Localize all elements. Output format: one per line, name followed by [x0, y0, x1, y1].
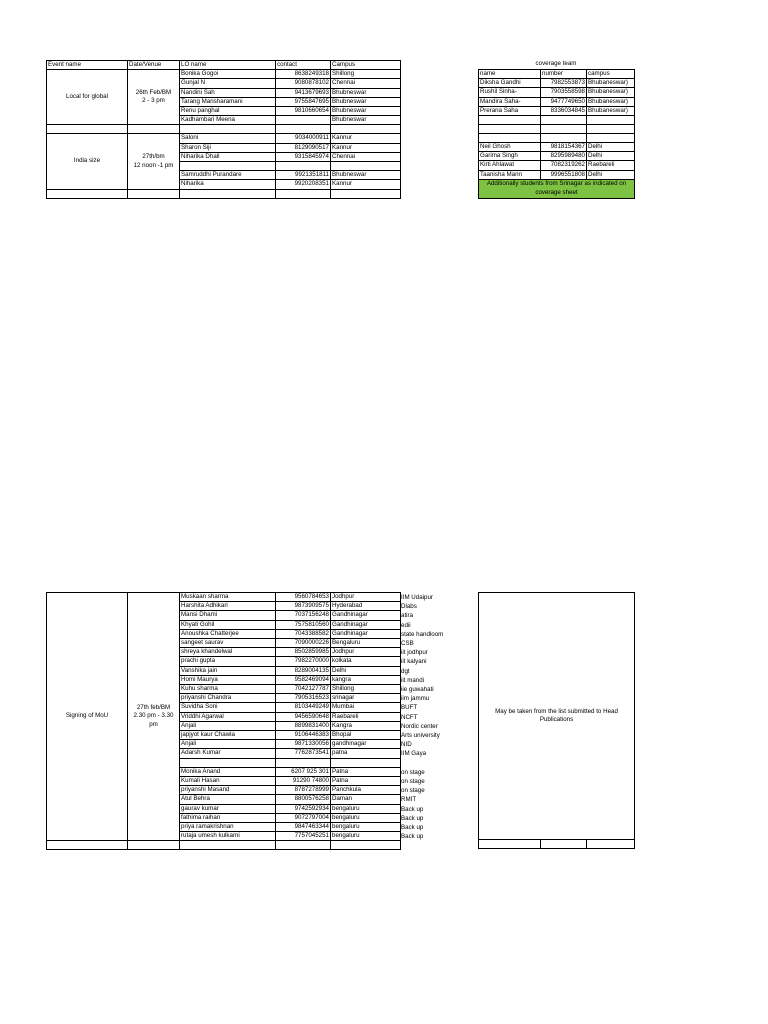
empty-cell	[47, 189, 128, 198]
partner-org: RMIT	[401, 796, 417, 804]
event-name: Local for global	[47, 70, 128, 125]
spacer-row	[479, 125, 635, 134]
lo-name: Saloni	[180, 134, 276, 143]
lo-name: Nandini Sah	[180, 88, 276, 97]
coverage-name: Taanisha Mann	[479, 170, 541, 179]
lo-campus: Mumbai	[331, 703, 401, 712]
lo-campus: Gandhinagar	[331, 611, 401, 620]
empty-cell	[47, 125, 128, 134]
partner-org: Nordic center	[401, 722, 438, 730]
lo-name: Kadhambari Meena	[180, 116, 276, 125]
coverage-name: Neil Ghosh	[479, 143, 541, 152]
lo-campus: Jodhpur	[331, 648, 401, 657]
partner-org: iie guwahati	[401, 686, 434, 694]
column-header: contact	[276, 61, 331, 70]
lo-campus: Patna	[331, 777, 401, 786]
lo-campus	[331, 162, 401, 171]
lo-campus: Bhubneswar	[331, 97, 401, 106]
lo-contact: 7090000226	[276, 639, 331, 648]
lo-campus: patna	[331, 749, 401, 758]
lo-campus: Kannur	[331, 134, 401, 143]
event-name: Signing of MoU	[47, 593, 128, 841]
partner-org: Back up	[401, 833, 424, 841]
column-header: number	[541, 70, 587, 79]
lo-campus: bengaluru	[331, 813, 401, 822]
empty-cell	[128, 125, 180, 134]
empty-cell	[180, 125, 276, 134]
lo-name: sangeet saurav	[180, 639, 276, 648]
lo-name: rutaja umesh kulkarni	[180, 832, 276, 841]
coverage-name: Kirti Ahlawat	[479, 161, 541, 170]
coverage-name: Mandira Saha-	[479, 97, 541, 106]
column-header: campus	[587, 70, 635, 79]
lo-name: Niharika	[180, 180, 276, 189]
lo-name: Khyati Gohil	[180, 620, 276, 629]
lo-campus: Bhubneswar	[331, 116, 401, 125]
partner-org: NCFT	[401, 713, 418, 721]
partner-org: on stage	[401, 768, 425, 776]
empty-cell	[479, 134, 541, 143]
lo-contact	[276, 758, 331, 767]
lo-contact: 8800576258	[276, 795, 331, 804]
coverage-table	[478, 69, 635, 199]
lo-name: Samruddhi Purandare	[180, 171, 276, 180]
empty-cell	[276, 125, 331, 134]
coverage-campus: Delhi	[587, 170, 635, 179]
lo-campus: Hyderabad	[331, 602, 401, 611]
lo-name: priyanshi Masand	[180, 786, 276, 795]
lo-contact: 9920208351	[276, 180, 331, 189]
partner-org: dgt	[401, 667, 410, 675]
coverage-row	[479, 97, 635, 106]
spacer-row	[479, 840, 635, 849]
lo-contact: 8502859985	[276, 648, 331, 657]
lo-name: Adarsh Kumar	[180, 749, 276, 758]
lo-name: shreya khandelwal	[180, 648, 276, 657]
coverage-campus: Bhubaneswar)	[587, 106, 635, 115]
coverage-row	[479, 88, 635, 97]
lo-contact: 9847463344	[276, 823, 331, 832]
empty-cell	[128, 189, 180, 198]
lo-name: Anjali	[180, 740, 276, 749]
lo-campus: Jodhpur	[331, 593, 401, 602]
partner-org: IIM Udaipur	[401, 594, 433, 601]
table-row	[47, 593, 401, 602]
coverage-campus: Delhi	[587, 152, 635, 161]
mou-note-table	[478, 592, 635, 849]
lo-name: japjyot kaur Chawla	[180, 731, 276, 740]
empty-cell	[276, 189, 331, 198]
coverage-row	[479, 152, 635, 161]
empty-cell	[331, 125, 401, 134]
partner-org: Back up	[401, 805, 424, 813]
lo-contact: 7042127787	[276, 685, 331, 694]
lo-contact: 7575810560	[276, 620, 331, 629]
lo-contact: 8129090517	[276, 143, 331, 152]
coverage-number: 8336034845	[541, 106, 587, 115]
lo-name: Kumali Hasan	[180, 777, 276, 786]
lo-name: priya ramakrishnan	[180, 823, 276, 832]
empty-cell	[331, 841, 401, 850]
lo-campus: Delhi	[331, 666, 401, 675]
lo-contact: 7762873541	[276, 749, 331, 758]
partner-org: iit kalyani	[401, 658, 427, 666]
lo-campus: Chennai	[331, 79, 401, 88]
coverage-campus: Raebareli	[587, 161, 635, 170]
lo-contact: 7043388582	[276, 629, 331, 638]
lo-name: Sharon Siji	[180, 143, 276, 152]
lo-name: Vriddhi Agarwal	[180, 712, 276, 721]
lo-name: Niharika Dhall	[180, 152, 276, 161]
lo-contact: 9755847695	[276, 97, 331, 106]
empty-cell	[541, 134, 587, 143]
coverage-number: 7903558598	[541, 88, 587, 97]
lo-name: Harshita Adhikari	[180, 602, 276, 611]
partner-org: IIM Gaya	[401, 750, 427, 758]
coverage-row	[479, 161, 635, 170]
coverage-campus: Bhubaneswar)	[587, 97, 635, 106]
partner-org: BUFT	[401, 704, 418, 712]
mou-org-column	[401, 593, 443, 841]
coverage-name: Rushil Sinha-	[479, 88, 541, 97]
coverage-row	[479, 143, 635, 152]
lo-contact: 8787278999	[276, 786, 331, 795]
empty-cell	[479, 116, 541, 125]
lo-campus: Gandhinagar	[331, 620, 401, 629]
lo-contact: 9034000911	[276, 134, 331, 143]
empty-cell	[541, 840, 587, 849]
table-row	[47, 70, 401, 79]
lo-name: Homi Maurya	[180, 675, 276, 684]
lo-campus: Shillong	[331, 70, 401, 79]
lo-campus: Bhubneswar	[331, 171, 401, 180]
lo-name: Monika Anand	[180, 767, 276, 776]
lo-campus: bengaluru	[331, 832, 401, 841]
lo-contact: 9873909575	[276, 602, 331, 611]
lo-contact: 9456590648	[276, 712, 331, 721]
coverage-row	[479, 170, 635, 179]
coverage-name: Prerana Saha	[479, 106, 541, 115]
coverage-number: 9818154367	[541, 143, 587, 152]
empty-cell	[587, 125, 635, 134]
partner-org: iim jammu	[401, 695, 430, 703]
lo-contact: 9080878102	[276, 79, 331, 88]
empty-cell	[479, 840, 541, 849]
lo-campus: Bengaluru	[331, 639, 401, 648]
partner-org: edii	[401, 621, 411, 629]
lo-campus: Chennai	[331, 152, 401, 161]
lo-name: Kuhu sharma	[180, 685, 276, 694]
lo-campus: bengaluru	[331, 823, 401, 832]
lo-contact: 7982270000	[276, 657, 331, 666]
empty-cell	[541, 125, 587, 134]
lo-campus: gandhinagar	[331, 740, 401, 749]
lo-contact: 9810660654	[276, 107, 331, 116]
lo-name: Renu panghal	[180, 107, 276, 116]
spacer-row	[47, 189, 401, 198]
lo-contact: 7757045251	[276, 832, 331, 841]
coverage-number: 9996551808	[541, 170, 587, 179]
coverage-row	[479, 79, 635, 88]
empty-cell	[331, 189, 401, 198]
spacer-row	[479, 116, 635, 125]
lo-contact: 9413679693	[276, 88, 331, 97]
lo-campus: Kannur	[331, 180, 401, 189]
note-row	[479, 593, 635, 840]
lo-contact: 8638249318	[276, 70, 331, 79]
lo-contact: 7037156248	[276, 611, 331, 620]
partner-org: state handloom	[401, 630, 444, 638]
spacer-row	[47, 841, 401, 850]
lo-campus: Daman	[331, 795, 401, 804]
coverage-row	[479, 106, 635, 115]
table-row	[47, 134, 401, 143]
empty-cell	[541, 116, 587, 125]
lo-contact: 9742592934	[276, 804, 331, 813]
partner-org: on stage	[401, 778, 425, 786]
lo-campus: bengaluru	[331, 804, 401, 813]
coverage-note-row	[479, 179, 635, 198]
empty-cell	[128, 841, 180, 850]
lo-campus: Raebareli	[331, 712, 401, 721]
partner-org: on stage	[401, 787, 425, 795]
column-header: Campus	[331, 61, 401, 70]
partner-org: iit mandi	[401, 676, 425, 684]
lo-name: Atul Behra	[180, 795, 276, 804]
column-header: name	[479, 70, 541, 79]
empty-cell	[276, 841, 331, 850]
lo-campus: Bhubneswar	[331, 107, 401, 116]
empty-cell	[180, 189, 276, 198]
empty-cell	[479, 125, 541, 134]
lo-campus: Bhubneswar	[331, 88, 401, 97]
coverage-name: Diksha Gandhi	[479, 79, 541, 88]
lo-name: Suvidha Soni	[180, 703, 276, 712]
empty-cell	[587, 134, 635, 143]
coverage-title: coverage team	[535, 60, 577, 67]
lo-name	[180, 758, 276, 767]
lo-name: priyanshi Chandra	[180, 694, 276, 703]
mou-table	[46, 592, 401, 850]
lo-campus: Kangra	[331, 721, 401, 730]
empty-cell	[587, 116, 635, 125]
lo-name: Mansi Dhami	[180, 611, 276, 620]
empty-cell	[587, 840, 635, 849]
spacer-row	[479, 134, 635, 143]
lo-campus: srinagar	[331, 694, 401, 703]
partner-org: CSB	[401, 640, 414, 648]
lo-name: Muskaan sharma	[180, 593, 276, 602]
empty-cell	[47, 841, 128, 850]
lo-campus: kangra	[331, 675, 401, 684]
partner-org: Back up	[401, 814, 424, 822]
lo-contact: 9072797004	[276, 813, 331, 822]
partner-org	[401, 759, 443, 768]
lo-name: Anjali	[180, 721, 276, 730]
lo-contact: 9106446383	[276, 731, 331, 740]
partner-org: NID	[401, 741, 412, 749]
lo-contact	[276, 116, 331, 125]
spacer-row	[47, 125, 401, 134]
partner-org: iit jodhpur	[401, 649, 428, 657]
lo-name: Anoushka Chatterjee	[180, 629, 276, 638]
lo-campus: Shillong	[331, 685, 401, 694]
coverage-note: Additionally students from Srinagar as indicated on coverage sheet	[479, 179, 635, 198]
lo-contact: 9560784653	[276, 593, 331, 602]
partner-org: Arts university	[401, 732, 440, 740]
lo-contact: 8899831400	[276, 721, 331, 730]
empty-cell	[180, 841, 276, 850]
event-date: 27th/bm 12 noon -1 pm	[128, 134, 180, 189]
lo-name: Vanshika jain	[180, 666, 276, 675]
coverage-number: 7982553873	[541, 79, 587, 88]
lo-contact: 9871330056	[276, 740, 331, 749]
lo-campus: Kannur	[331, 143, 401, 152]
coverage-header-row	[479, 70, 635, 79]
event-date: 26th Feb/BM 2 - 3 pm	[128, 70, 180, 125]
event-lo-table	[46, 60, 401, 199]
coverage-campus: Delhi	[587, 143, 635, 152]
lo-name: Tarang Mansharamani	[180, 97, 276, 106]
coverage-number: 7082319262	[541, 161, 587, 170]
event-date: 27th feb/BM 2.30 pm - 3.30 pm	[128, 593, 180, 841]
column-header: Date/Venue	[128, 61, 180, 70]
lo-campus: Gandhinagar	[331, 629, 401, 638]
column-header: LO name	[180, 61, 276, 70]
lo-contact: 9582469094	[276, 675, 331, 684]
lo-campus	[331, 758, 401, 767]
lo-contact	[276, 162, 331, 171]
partner-org: atira	[401, 612, 414, 620]
coverage-campus: Bhubaneswar)	[587, 88, 635, 97]
lo-contact: 7905316523	[276, 694, 331, 703]
lo-name: prachi gupta	[180, 657, 276, 666]
lo-contact: 8289004135	[276, 666, 331, 675]
lo-contact: 9921351811	[276, 171, 331, 180]
lo-campus: Patna	[331, 767, 401, 776]
coverage-number: 9477749650	[541, 97, 587, 106]
lo-name	[180, 162, 276, 171]
lo-name: gaurav kumar	[180, 804, 276, 813]
lo-name: fathima raihan	[180, 813, 276, 822]
column-header: Event name	[47, 61, 128, 70]
lo-contact: 6207 925 301	[276, 767, 331, 776]
coverage-number: 8295989480	[541, 152, 587, 161]
lo-campus: kolkata	[331, 657, 401, 666]
coverage-name: Garima Singh	[479, 152, 541, 161]
header-row	[47, 61, 401, 70]
partner-org: Back up	[401, 824, 424, 832]
lo-contact: 9315845974	[276, 152, 331, 161]
coverage-campus: Bhubaneswar)	[587, 79, 635, 88]
lo-name: Bonika Gogoi	[180, 70, 276, 79]
lo-name: Gunjal N	[180, 79, 276, 88]
lo-campus: Panchkula	[331, 786, 401, 795]
partner-org: Dlabs	[401, 603, 417, 611]
event-name: India size	[47, 134, 128, 189]
mou-note: May be taken from the list submitted to Head Publications	[479, 593, 635, 840]
lo-campus: Bhopal	[331, 731, 401, 740]
lo-contact: 8103449249	[276, 703, 331, 712]
lo-contact: 91290 74800	[276, 777, 331, 786]
